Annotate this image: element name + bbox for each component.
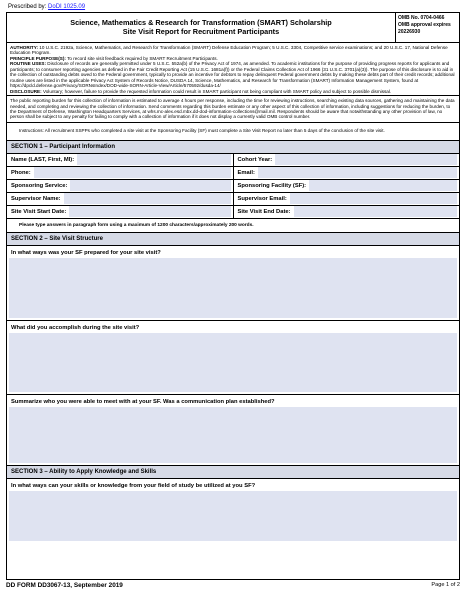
question-skills — [7, 479, 459, 541]
sponsoring-facility-label: Sponsoring Facility (SF): — [237, 182, 307, 189]
form-page — [6, 12, 460, 580]
authority-text: 10 U.S.C. 2192a, Science, Mathematics, and Research for Transformation (SMART) Defense Education Program; 5 U.S.C. 3304, Competitive service examinations; and 20 U.S.C. 17, National Defense Education Program. — [10, 45, 448, 56]
phone-label: Phone: — [11, 169, 31, 176]
name-field[interactable] — [77, 154, 230, 165]
form-footer — [6, 582, 460, 589]
form-header — [7, 13, 459, 43]
disclosure-label: DISCLOSURE: — [10, 88, 42, 94]
instructions: Instructions: All recruitment SSPPs who completed a site visit at the Sponsoring Facility (SF) must complete a Site Visit Report no later than 5 days of the conclusion of the site visit. — [7, 123, 459, 141]
question-accomplish — [7, 321, 459, 395]
start-date-field[interactable] — [69, 206, 230, 217]
cohort-year-field[interactable] — [275, 154, 457, 165]
question-sf-prepared-label: In what ways was your SF prepared for your site visit? — [11, 249, 161, 256]
email-label: Email: — [237, 169, 255, 176]
sponsoring-facility-field[interactable] — [309, 180, 457, 191]
sponsoring-service-cell — [7, 180, 233, 192]
answer-who-met[interactable] — [9, 407, 457, 463]
section-3-header: SECTION 3 – Ability to Apply Knowledge and Skills — [7, 466, 459, 479]
question-skills-label: In what ways can your skills or knowledge from your field of study be utilized at you SF? — [11, 482, 256, 489]
supervisor-email-label: Supervisor Email: — [237, 195, 287, 202]
prescribed-by — [8, 4, 85, 10]
name-label: Name (LAST, First, MI): — [11, 156, 75, 163]
form-title — [7, 13, 395, 42]
cohort-year-label: Cohort Year: — [237, 156, 273, 163]
end-date-cell — [233, 206, 460, 218]
row-supervisor — [7, 193, 459, 206]
omb-date: 20226930 — [398, 29, 421, 36]
phone-field[interactable] — [34, 167, 231, 178]
omb-number: OMB No. 0704-0466 — [398, 15, 445, 21]
title-line-2: Site Visit Report for Recruitment Participants — [122, 27, 280, 36]
privacy-act-statement — [7, 43, 459, 95]
authority-label: AUTHORITY: — [10, 45, 38, 50]
purpose-text: To record site visit feedback required by SMART Recruitment Participants. — [67, 55, 218, 61]
email-cell — [233, 167, 460, 179]
end-date-label: Site Visit End Date: — [237, 208, 291, 215]
dodi-link[interactable]: DoDI 1025.09 — [48, 4, 86, 10]
start-date-cell — [7, 206, 233, 218]
answer-accomplish[interactable] — [9, 333, 457, 392]
purpose-label: PRINCIPLE PURPOSE(S): — [10, 55, 66, 61]
question-accomplish-label: What did you accomplish during the site visit? — [11, 324, 140, 331]
question-sf-prepared — [7, 246, 459, 321]
row-phone-email — [7, 167, 459, 180]
supervisor-email-cell — [233, 193, 460, 205]
row-dates — [7, 206, 459, 219]
cohort-cell — [233, 154, 460, 166]
answer-length-note: Please type answers in paragraph form using a maximum of 1200 characters/approximately 200 words. — [7, 219, 459, 233]
form-id: DD FORM DD3067-13, September 2019 — [6, 582, 123, 589]
section-2-header: SECTION 2 – Site Visit Structure — [7, 233, 459, 246]
supervisor-name-label: Supervisor Name: — [11, 195, 61, 202]
routine-uses-label: ROUTINE USES: — [10, 61, 46, 67]
prescribed-label: Prescribed by: — [8, 4, 47, 10]
answer-sf-prepared[interactable] — [9, 258, 457, 318]
start-date-label: Site Visit Start Date: — [11, 208, 67, 215]
answer-skills[interactable] — [9, 491, 457, 541]
supervisor-name-field[interactable] — [64, 193, 231, 204]
section-1-header: SECTION 1 – Participant Information — [7, 141, 459, 154]
sponsoring-service-field[interactable] — [70, 180, 230, 191]
phone-cell — [7, 167, 233, 179]
omb-expires: OMB approval expires — [398, 22, 451, 29]
supervisor-email-field[interactable] — [290, 193, 457, 204]
name-cell — [7, 154, 233, 166]
row-sponsoring — [7, 180, 459, 193]
email-field[interactable] — [258, 167, 457, 178]
row-name-cohort — [7, 154, 459, 167]
page-number: Page 1 of 2 — [431, 582, 460, 588]
disclosure-text: Voluntary; however, failure to provide the requested information could result in SMART participant not being compliant with SMART policy and subject to possible dismissal. — [42, 88, 392, 94]
title-line-1: Science, Mathematics & Research for Transformation (SMART) Scholarship — [70, 18, 332, 27]
sponsoring-service-label: Sponsoring Service: — [11, 182, 68, 189]
end-date-field[interactable] — [294, 206, 457, 217]
burden-statement: The public reporting burden for this collection of information is estimated to average 4 hours per response, including the time for reviewing instructions, searching existing data sources, gathering and maintaining the data needed, and completing and reviewing the collection of information. Send comments regarding this burden estimate or any other aspect of this collection of information, including suggestions for reducing the burden, to the Department of Defense, Washington Headquarters Services, at whs.mc-alex.esd.mbx.dd-dod-information-collections@mail.mil. Respondents should be aware that notwithstanding any other provision of law, no person shall be subject to any penalty for failing to comply with a collection of information if it does not display a currently valid OMB control number. — [7, 95, 459, 123]
question-who-met — [7, 395, 459, 466]
omb-box — [395, 13, 459, 42]
question-who-met-label: Summarize who you were able to meet with at your SF. Was a communication plan established? — [11, 398, 275, 405]
sponsoring-facility-cell — [233, 180, 460, 192]
supervisor-name-cell — [7, 193, 233, 205]
routine-uses-text: Disclosure of records are generally permitted under 5 U.S.C. 552a(b) of the Privacy Act of 1974, as amended. To academic institutions for the purpose of providing progress reports for applicants and participants; to consumer reporting agencies as defined in the Fair Credit Reporting Act (15 U.S.C. 1681a(f)) or the Federal Claims Collection Act of 1966 (31 U.S.C. 3701(a)(3)). The purpose of this disclosure is to aid in the collection of outstanding debts owed to the Federal government, typically to provide an incentive for debtors to repay delinquent Federal government debts by making these debts part of their credit records; additional routine uses are listed in the applicable Privacy Act System of Records Notice, DUSDA 14, Science, Mathematics, and Research for Transformation (SMART) Information Management System, found at https://dpcld.defense.gov/Privacy/SORNsIndex/DOD-wide-SORN-Article-View/Article/570592/dusda-14/ — [10, 61, 455, 89]
